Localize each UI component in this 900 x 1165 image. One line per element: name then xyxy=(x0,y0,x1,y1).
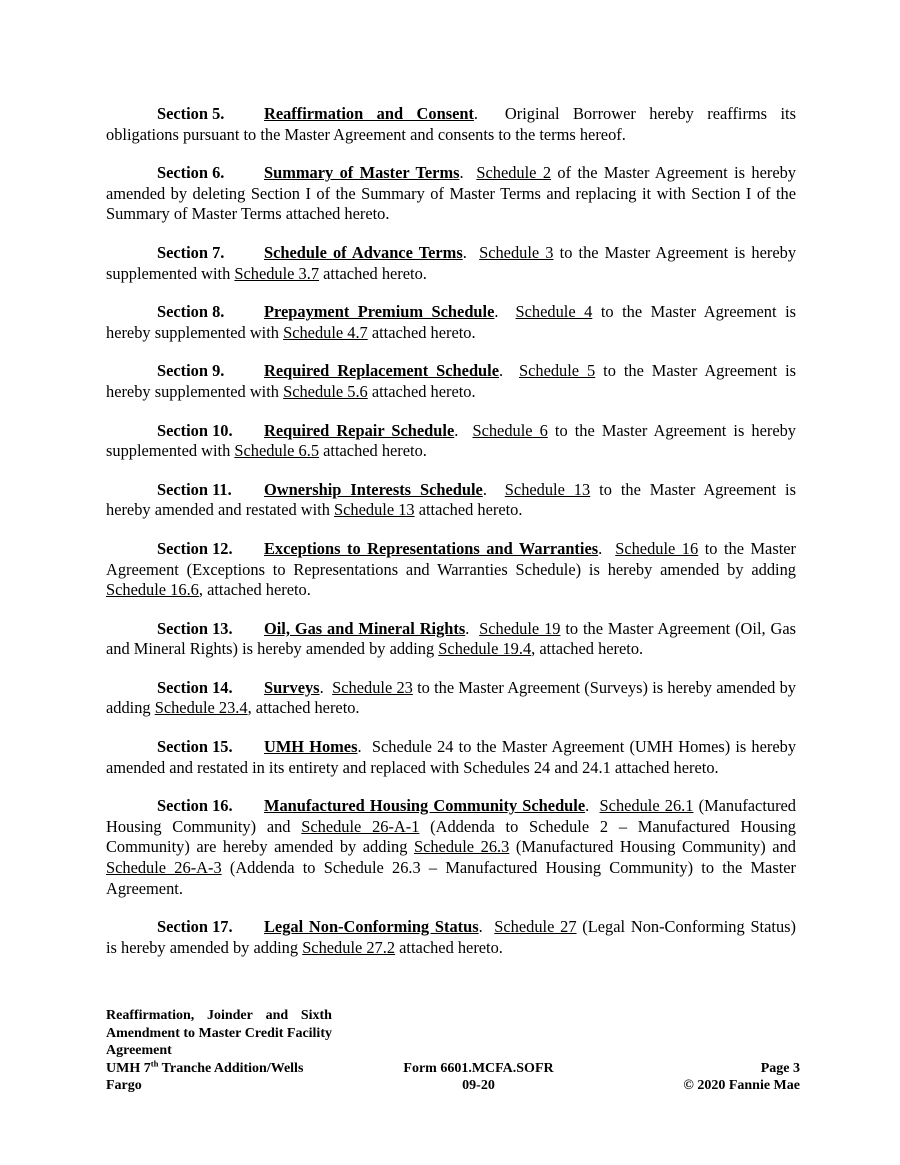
section-title: Prepayment Premium Schedule xyxy=(264,302,495,322)
period-separator: . xyxy=(319,677,333,697)
section-label: Section 8. xyxy=(157,302,225,322)
body-text: (Addenda to Schedule 26.3 – Manufactured Housing Community) to the Master Agreement. xyxy=(106,858,796,898)
footer-doc-id-superscript: th xyxy=(150,1057,159,1068)
footer-form-info xyxy=(332,1060,625,1095)
period-separator: . xyxy=(494,302,516,322)
section-paragraph xyxy=(106,619,796,660)
schedule-ref: Schedule 26.3 xyxy=(413,837,510,857)
period-separator: . xyxy=(585,796,600,816)
schedule-ref: Schedule 6.5 xyxy=(234,441,320,461)
body-text: to the Master Agreement is hereby amended and restated with xyxy=(106,479,796,520)
schedule-ref: Schedule 23.4 xyxy=(154,698,248,718)
section-paragraph xyxy=(106,539,796,601)
section-paragraph xyxy=(106,917,796,958)
section-label: Section 7. xyxy=(157,242,225,262)
period-separator: . xyxy=(499,361,519,381)
schedule-ref: Schedule 27 xyxy=(494,917,577,937)
schedule-ref: Schedule 2 xyxy=(476,163,552,183)
section-title: Schedule of Advance Terms xyxy=(264,242,463,262)
body-text: , attached hereto. xyxy=(531,639,644,659)
section-label: Section 5. xyxy=(157,104,225,123)
section-title: Summary of Master Terms xyxy=(264,163,460,183)
section-label: Section 14. xyxy=(157,677,233,697)
body-text: (Addenda to Schedule 2 – Manufactured Housing Community) are hereby amended by adding xyxy=(106,816,796,857)
body-text: to the Master Agreement is hereby supplemented with xyxy=(106,302,796,342)
body-text: attached hereto. xyxy=(367,381,476,401)
footer-title-line-1 xyxy=(106,1007,332,1025)
section-paragraph xyxy=(106,796,796,899)
schedule-ref: Schedule 26.1 xyxy=(599,796,694,816)
footer-doc-id-post: Tranche Addition/Wells Fargo xyxy=(106,1060,304,1093)
body-text: , attached hereto. xyxy=(198,580,311,600)
period-separator: . xyxy=(598,538,616,558)
schedule-ref: Schedule 5.6 xyxy=(283,381,368,401)
footer-copyright: © 2020 Fannie Mae xyxy=(683,1078,800,1093)
footer-title-word: Facility xyxy=(286,1025,332,1041)
footer-page-info xyxy=(625,1060,800,1095)
footer-doc-id-pre: UMH 7 xyxy=(106,1060,151,1076)
period-separator: . xyxy=(482,479,505,499)
body-text: to the Master Agreement is hereby supplemented with xyxy=(106,420,797,461)
section-label: Section 17. xyxy=(157,917,233,937)
footer-form-number: Form 6601.MCFA.SOFR xyxy=(403,1060,554,1076)
schedule-ref: Schedule 19 xyxy=(479,618,561,638)
section-label: Section 13. xyxy=(157,618,233,638)
footer-form-date: 09-20 xyxy=(462,1078,495,1093)
schedule-ref: Schedule 13 xyxy=(334,500,415,520)
section-title: Required Repair Schedule xyxy=(264,420,455,440)
footer-title-word: Reaffirmation, xyxy=(106,1008,195,1023)
footer-title-word: and xyxy=(265,1008,289,1023)
section-paragraph xyxy=(106,163,796,225)
section-title: Ownership Interests Schedule xyxy=(264,479,483,499)
footer-title-word: Amendment xyxy=(106,1025,180,1041)
section-paragraph xyxy=(106,302,796,343)
schedule-ref: Schedule 16.6 xyxy=(106,580,199,600)
footer-title-word: Joinder xyxy=(206,1008,253,1023)
page-footer xyxy=(106,1007,800,1095)
body-text: attached hereto. xyxy=(395,937,503,957)
body-text: attached hereto. xyxy=(319,263,427,283)
section-title: Legal Non-Conforming Status xyxy=(264,917,479,937)
body-text: to the Master Agreement (Oil, Gas and Mineral Rights) is hereby amended by adding xyxy=(106,618,796,659)
footer-title-line-2 xyxy=(106,1025,332,1043)
period-separator: . xyxy=(454,420,473,440)
section-paragraph xyxy=(106,421,796,462)
period-separator: . xyxy=(357,737,372,757)
section-label: Section 12. xyxy=(157,538,233,558)
section-title: Reaffirmation and Consent xyxy=(264,104,474,123)
section-paragraph xyxy=(106,361,796,402)
body-text: of the Master Agreement is hereby amended by deleting Section I of the Summary of Master Terms and replacing it with Section I of the Summary of Master Terms attached hereto. xyxy=(106,163,797,224)
schedule-ref: Schedule 3 xyxy=(479,242,554,262)
section-paragraph xyxy=(106,737,796,778)
period-separator: . xyxy=(465,618,480,638)
section-title: Surveys xyxy=(264,677,320,697)
period-separator: . xyxy=(478,917,495,937)
footer-document-title xyxy=(106,1007,332,1095)
period-separator: . xyxy=(462,242,480,262)
footer-title-word: Credit xyxy=(244,1025,284,1041)
section-title: Exceptions to Representations and Warranties xyxy=(264,538,599,558)
schedule-ref: Schedule 16 xyxy=(615,538,699,558)
schedule-ref: Schedule 5 xyxy=(518,361,596,381)
body-text: to the Master Agreement is hereby supplemented with xyxy=(106,242,797,283)
schedule-ref: Schedule 6 xyxy=(472,420,548,440)
section-label: Section 11. xyxy=(157,479,232,499)
footer-doc-id xyxy=(106,1057,332,1095)
schedule-ref: Schedule 4.7 xyxy=(283,322,368,342)
body-text: (Manufactured Housing Community) and xyxy=(509,837,796,857)
body-text: to the Master Agreement (Surveys) is hereby amended by adding xyxy=(106,677,796,718)
body-text: attached hereto. xyxy=(319,441,427,461)
footer-title-line-3: Agreement xyxy=(106,1043,172,1058)
section-label: Section 15. xyxy=(157,737,233,757)
body-text: (Legal Non-Conforming Status) is hereby amended by adding xyxy=(106,917,796,957)
body-text: to the Master Agreement (Exceptions to Representations and Warranties Schedule) is hereby amended by adding xyxy=(106,538,796,579)
schedule-ref: Schedule 4 xyxy=(515,302,593,322)
footer-title-word: to xyxy=(183,1025,196,1041)
period-separator: . xyxy=(459,163,477,183)
schedule-ref: Schedule 3.7 xyxy=(234,263,320,283)
footer-title-word: Master xyxy=(198,1025,242,1041)
section-paragraph xyxy=(106,678,796,719)
section-title: Oil, Gas and Mineral Rights xyxy=(264,618,466,638)
section-paragraph xyxy=(106,243,796,284)
section-label: Section 9. xyxy=(157,361,225,381)
section-title: UMH Homes xyxy=(264,737,358,757)
section-label: Section 16. xyxy=(157,796,233,816)
section-paragraph xyxy=(106,480,796,521)
schedule-ref: Schedule 26-A-1 xyxy=(301,816,420,836)
body-text: Schedule 24 to the Master Agreement (UMH Homes) is hereby amended and restated in its entirety and replaced with Schedules 24 and 24.1 attached hereto. xyxy=(106,737,797,777)
body-text: to the Master Agreement is hereby supplemented with xyxy=(106,361,796,401)
schedule-ref: Schedule 26-A-3 xyxy=(106,858,222,878)
section-title: Required Replacement Schedule xyxy=(264,361,500,381)
section-paragraph xyxy=(106,104,796,145)
period-separator: . xyxy=(473,104,505,123)
schedule-ref: Schedule 13 xyxy=(504,479,591,499)
body-text: (Manufactured Housing Community) and xyxy=(106,796,796,836)
body-text: attached hereto. xyxy=(367,322,476,342)
footer-page-number: Page 3 xyxy=(760,1060,800,1076)
section-label: Section 6. xyxy=(157,163,225,183)
body-text: Original Borrower hereby reaffirms its obligations pursuant to the Master Agreement and consents to the terms hereof. xyxy=(106,104,796,144)
schedule-ref: Schedule 27.2 xyxy=(302,937,396,957)
body-text: attached hereto. xyxy=(414,500,523,520)
body-text: , attached hereto. xyxy=(247,698,360,718)
schedule-ref: Schedule 23 xyxy=(332,677,413,697)
footer-title-word: Sixth xyxy=(300,1008,332,1023)
section-title: Manufactured Housing Community Schedule xyxy=(264,796,586,816)
section-label: Section 10. xyxy=(157,420,233,440)
schedule-ref: Schedule 19.4 xyxy=(438,639,532,659)
